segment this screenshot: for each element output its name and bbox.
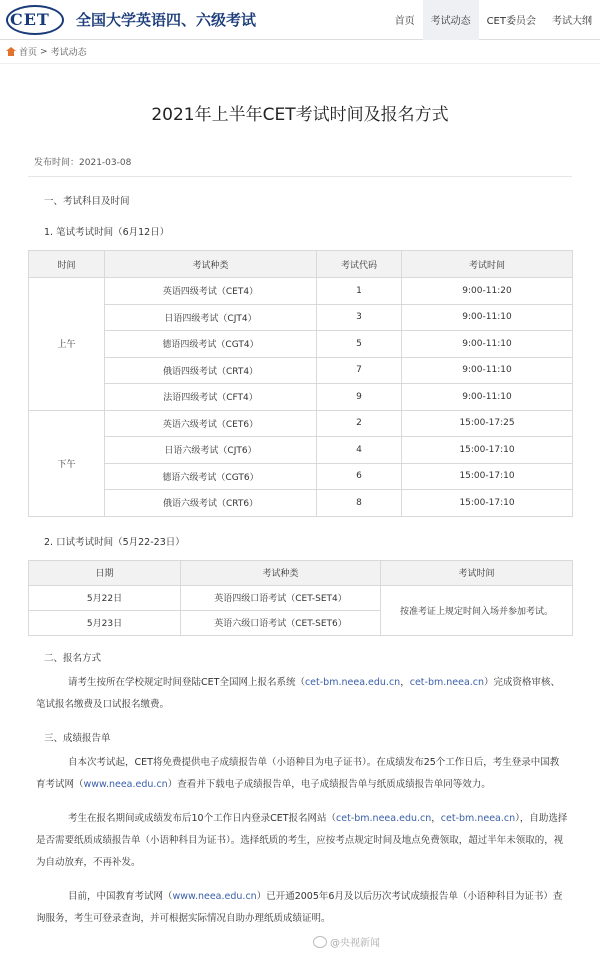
section-heading-score-report: 三、成绩报告单 bbox=[44, 732, 111, 744]
table-row bbox=[29, 490, 573, 517]
cet-logo[interactable]: CET bbox=[4, 3, 68, 37]
table-row bbox=[29, 357, 573, 384]
exam-code-cell: 6 bbox=[317, 463, 402, 490]
col-header: 考试种类 bbox=[181, 560, 381, 585]
registration-link-1[interactable]: cet-bm.neea.edu.cn bbox=[304, 676, 401, 688]
nav-home[interactable]: 首页 bbox=[394, 16, 415, 27]
publish-label: 发布时间： bbox=[34, 158, 80, 168]
home-icon bbox=[6, 47, 16, 56]
table-row bbox=[29, 331, 573, 358]
breadcrumb bbox=[0, 40, 600, 64]
exam-time-cell: 9:00-11:10 bbox=[402, 357, 573, 384]
exam-type-cell: 英语六级考试（CET6） bbox=[105, 410, 317, 437]
section-heading-subjects: 一、考试科目及时间 bbox=[44, 196, 130, 207]
oral-exam-heading: 2. 口试考试时间（5月22-23日） bbox=[44, 536, 185, 548]
main-nav bbox=[387, 0, 600, 40]
table-row bbox=[29, 585, 573, 610]
nav-exam-syllabus[interactable]: 考试大纲 bbox=[552, 16, 592, 27]
table-row bbox=[29, 278, 573, 305]
weibo-icon bbox=[313, 936, 327, 948]
breadcrumb-current[interactable]: 考试动态 bbox=[50, 48, 87, 58]
exam-time-cell: 9:00-11:10 bbox=[402, 304, 573, 331]
period-cell: 上午 bbox=[29, 278, 105, 411]
oral-time-cell: 按准考证上规定时间入场并参加考试。 bbox=[381, 585, 573, 635]
col-header: 考试时间 bbox=[381, 560, 573, 585]
exam-code-cell: 2 bbox=[317, 410, 402, 437]
nav-cet-committee[interactable]: CET委员会 bbox=[486, 16, 536, 27]
exam-type-cell: 俄语六级考试（CRT6） bbox=[105, 490, 317, 517]
exam-code-cell: 3 bbox=[317, 304, 402, 331]
score-paragraph-3: 目前，中国教育考试网（www.neea.edu.cn）已开通2005年6月及以后历次考试成绩报告单（小语种科目为证书）查询服务，考生可登录查询，并可根据实际情况自助办理纸质成绩证明。 bbox=[36, 890, 563, 924]
table-row bbox=[29, 463, 573, 490]
cet-bm-link-1[interactable]: cet-bm.neea.edu.cn bbox=[336, 812, 432, 824]
site-title[interactable]: 全国大学英语四、六级考试 bbox=[76, 11, 257, 29]
section-heading-registration: 二、报名方式 bbox=[44, 652, 102, 664]
page-title: 2021年上半年CET考试时间及报名方式 bbox=[151, 105, 449, 125]
col-header: 时间 bbox=[29, 251, 105, 278]
exam-time-cell: 9:00-11:10 bbox=[402, 384, 573, 411]
exam-time-cell: 9:00-11:20 bbox=[402, 278, 573, 305]
exam-code-cell: 7 bbox=[317, 357, 402, 384]
oral-exam-table bbox=[28, 560, 573, 636]
exam-time-cell: 15:00-17:10 bbox=[402, 490, 573, 517]
col-header: 考试代码 bbox=[317, 251, 402, 278]
exam-type-cell: 德语四级考试（CGT4） bbox=[105, 331, 317, 358]
oral-date-cell: 5月22日 bbox=[29, 585, 181, 610]
exam-time-cell: 15:00-17:10 bbox=[402, 463, 573, 490]
table-row bbox=[29, 304, 573, 331]
table-header-row bbox=[29, 560, 573, 585]
written-exam-heading: 1. 笔试考试时间（6月12日） bbox=[44, 227, 170, 238]
registration-paragraph: 请考生按所在学校规定时间登陆CET全国网上报名系统（cet-bm.neea.edu.cn，cet-bm.neea.cn）完成资格审核、笔试报名缴费及口试报名缴费。 bbox=[36, 676, 561, 710]
exam-code-cell: 1 bbox=[317, 278, 402, 305]
exam-type-cell: 英语四级考试（CET4） bbox=[105, 278, 317, 305]
score-paragraph-2: 考生在报名期间或成绩发布后10个工作日内登录CET报名网站（cet-bm.neea.edu.cn，cet-bm.neea.cn），自助选择是否需要纸质成绩报告单（小语种科目为证书）。选择纸质的考生，应按考点规定时间及地点免费领取，超过半年未领取的，视为自动放弃，不再补发。 bbox=[36, 812, 568, 868]
col-header: 考试时间 bbox=[402, 251, 573, 278]
publish-date: 2021-03-08 bbox=[79, 158, 132, 168]
exam-type-cell: 德语六级考试（CGT6） bbox=[105, 463, 317, 490]
exam-time-cell: 15:00-17:25 bbox=[402, 410, 573, 437]
exam-type-cell: 俄语四级考试（CRT4） bbox=[105, 357, 317, 384]
exam-type-cell: 法语四级考试（CFT4） bbox=[105, 384, 317, 411]
score-paragraph-1: 自本次考试起，CET将免费提供电子成绩报告单（小语种目为电子证书）。在成绩发布25个工作日后，考生登录中国教育考试网（www.neea.edu.cn）查看并下载电子成绩报告单，电子成绩报告单与纸质成绩报告单同等效力。 bbox=[36, 756, 560, 790]
registration-link-2[interactable]: cet-bm.neea.cn bbox=[409, 676, 485, 688]
breadcrumb-separator: > bbox=[40, 46, 48, 57]
oral-type-cell: 英语六级口语考试（CET-SET6） bbox=[181, 610, 381, 635]
oral-date-cell: 5月23日 bbox=[29, 610, 181, 635]
table-row bbox=[29, 437, 573, 464]
breadcrumb-home[interactable]: 首页 bbox=[19, 48, 38, 58]
watermark bbox=[313, 934, 380, 949]
exam-code-cell: 5 bbox=[317, 331, 402, 358]
table-row bbox=[29, 410, 573, 437]
exam-code-cell: 4 bbox=[317, 437, 402, 464]
exam-type-cell: 日语六级考试（CJT6） bbox=[105, 437, 317, 464]
exam-time-cell: 15:00-17:10 bbox=[402, 437, 573, 464]
exam-code-cell: 8 bbox=[317, 490, 402, 517]
oral-type-cell: 英语四级口语考试（CET-SET4） bbox=[181, 585, 381, 610]
site-header bbox=[0, 0, 600, 40]
table-row bbox=[29, 384, 573, 411]
cet-bm-link-2[interactable]: cet-bm.neea.cn bbox=[440, 812, 516, 824]
col-header: 考试种类 bbox=[105, 251, 317, 278]
period-cell: 下午 bbox=[29, 410, 105, 516]
exam-type-cell: 日语四级考试（CJT4） bbox=[105, 304, 317, 331]
watermark-text: @央视新闻 bbox=[330, 938, 380, 949]
table-header-row bbox=[29, 251, 573, 278]
col-header: 日期 bbox=[29, 560, 181, 585]
written-exam-table bbox=[28, 250, 573, 517]
article bbox=[0, 100, 600, 930]
neea-link-2[interactable]: www.neea.edu.cn bbox=[172, 890, 257, 902]
exam-time-cell: 9:00-11:10 bbox=[402, 331, 573, 358]
neea-link[interactable]: www.neea.edu.cn bbox=[83, 778, 168, 790]
publish-meta bbox=[28, 155, 572, 177]
nav-exam-news[interactable]: 考试动态 bbox=[423, 0, 479, 40]
exam-code-cell: 9 bbox=[317, 384, 402, 411]
